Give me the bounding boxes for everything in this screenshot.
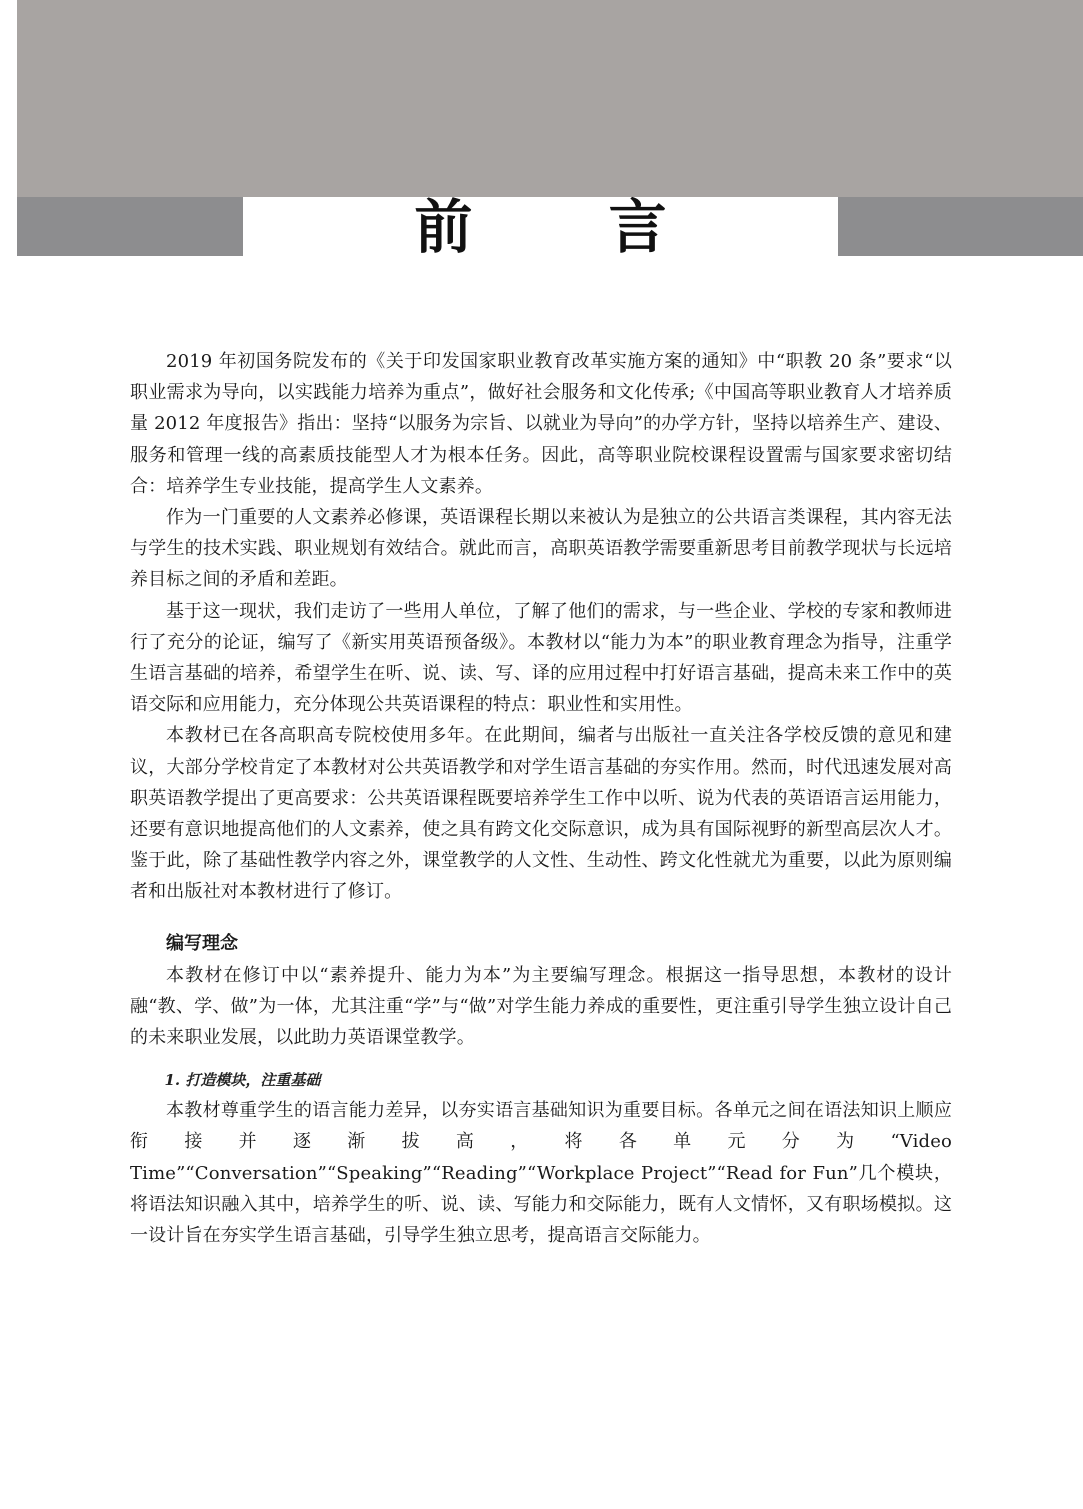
paragraph-3: 基于这一现状，我们走访了一些用人单位，了解了他们的需求，与一些企业、学校的专家和教师进行了充分的论证，编写了《新实用英语预备级》。本教材以“能力为本”的职业教育理念为指导，注重学生语言基础的培养，希望学生在听、说、读、写、译的应用过程中打好语言基础，提高未来工作中的英语交际和应用能力，充分体现公共英语课程的特点：职业性和实用性。 bbox=[130, 600, 952, 716]
paragraph-1: 2019 年初国务院发布的《关于印发国家职业教育改革实施方案的通知》中“职教 20 条”要求“以职业需求为导向，以实践能力培养为重点”，做好社会服务和文化传承;《中国高等职业教育人才培养质量 2012 年度报告》指出：坚持“以服务为宗旨、以就业为导向”的办学方针，坚持以培养生产、建设、服务和管理一线的高素质技能型人才为根本任务。因此，高等职业院校课程设置需与国家要求密切结合：培养学生专业技能，提高学生人文素养。 bbox=[130, 351, 952, 497]
paragraph-2: 作为一门重要的人文素养必修课，英语课程长期以来被认为是独立的公共语言类课程，其内容无法与学生的技术实践、职业规划有效结合。就此而言，高职英语教学需要重新思考目前教学现状与长远培养目标之间的矛盾和差距。 bbox=[130, 507, 952, 591]
main-content bbox=[130, 346, 952, 1251]
section-intro: 本教材在修订中以“素养提升、能力为本”为主要编写理念。根据这一指导思想，本教材的设计融“教、学、做”为一体，尤其注重“学”与“做”对学生能力养成的重要性，更注重引导学生独立设计自己的未来职业发展，以此助力英语课堂教学。 bbox=[130, 964, 952, 1049]
paragraph-4: 本教材已在各高职高专院校使用多年。在此期间，编者与出版社一直关注各学校反馈的意见和建议，大部分学校肯定了本教材对公共英语教学和对学生语言基础的夯实作用。然而，时代迅速发展对高职英语教学提出了更高要求：公共英语课程既要培养学生工作中以听、说为代表的英语语言运用能力，还要有意识地提高他们的人文素养，使之具有跨文化交际意识，成为具有国际视野的新型高层次人才。鉴于此，除了基础性教学内容之外，课堂教学的人文性、生动性、跨文化性就尤为重要，以此为原则编者和出版社对本教材进行了修订。 bbox=[130, 725, 952, 903]
sub-heading: 1. 打造模块，注重基础 bbox=[164, 1071, 321, 1090]
section-body: 本教材尊重学生的语言能力差异，以夯实语言基础知识为重要目标。各单元之间在语法知识上顺应衔接并逐渐拔高，将各单元分为“Video Time”“Conversation”“Speaking”“Reading”“Workplace Project”“Read for Fun”几个模块，将语法知识融入其中，培养学生的听、说、读、写能力和交际能力，既有人文情怀，又有职场模拟。这一设计旨在夯实学生语言基础，引导学生独立思考，提高语言交际能力。 bbox=[130, 1100, 952, 1247]
header-bar-left bbox=[17, 197, 243, 256]
page-title: 前 言 bbox=[414, 193, 725, 261]
header-bar-right bbox=[838, 197, 1083, 256]
section-heading: 编写理念 bbox=[166, 932, 238, 954]
